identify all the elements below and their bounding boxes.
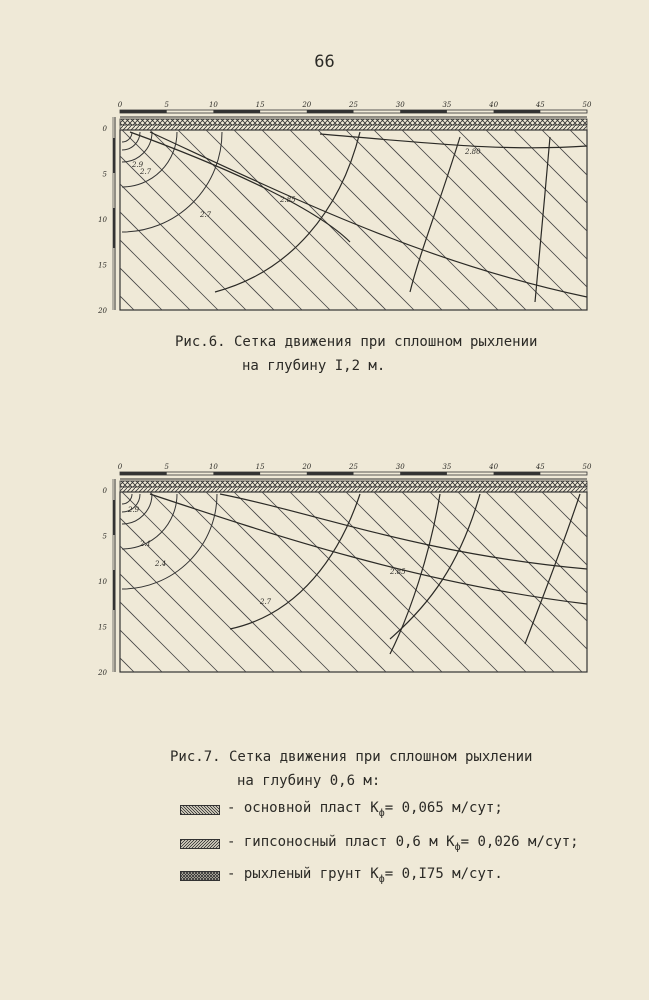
figure-6-caption-line2: на глубину I,2 м. (242, 358, 386, 374)
figure-6-caption (175, 330, 537, 378)
equipotential-line (122, 494, 132, 504)
legend-swatch-cross (180, 871, 220, 881)
figure-7-caption-line2: на глубину 0,6 м: (237, 773, 381, 789)
x-tick-label: 25 (349, 463, 358, 471)
figure-6-svg (95, 98, 595, 320)
isoline-label: 2.85 (280, 196, 296, 204)
legend-swatch-slash (180, 839, 220, 849)
figure-6-caption-line1: Рис.6. Сетка движения при сплошном рыхлении (175, 334, 538, 350)
hatch-line (122, 130, 302, 310)
y-axis-segment (113, 208, 115, 248)
y-tick-label: 0 (102, 125, 107, 133)
flow-line (390, 494, 480, 639)
figure-7-caption (170, 745, 532, 793)
x-tick-label: 25 (349, 101, 358, 109)
legend-text-loosened-soil: - рыхленый грунт К (227, 866, 379, 882)
y-tick-label: 5 (102, 532, 107, 541)
isoline-label: 2.9 (132, 161, 144, 169)
main-layer-hatching (95, 130, 595, 310)
scale-segment (213, 472, 260, 475)
y-tick-label: 15 (98, 623, 107, 632)
legend-rest-gypsum-layer: = 0,026 м/сут; (460, 834, 579, 850)
x-tick-label: 35 (442, 463, 452, 471)
x-tick-label: 5 (164, 101, 169, 109)
hatch-line (318, 492, 498, 672)
legend-text-gypsum-layer: - гипсоносный пласт 0,6 м К (227, 834, 455, 850)
legend-swatch-backslash (180, 805, 220, 815)
scale-segment (307, 472, 354, 475)
x-tick-label: 30 (395, 463, 405, 471)
loosened-soil-layer (120, 119, 587, 125)
y-tick-label: 20 (98, 669, 107, 677)
x-tick-label: 20 (302, 463, 312, 471)
isoline-label: 2.80 (465, 148, 481, 156)
hatch-line (206, 130, 386, 310)
equipotential-line (122, 132, 132, 142)
flow-line (410, 137, 460, 292)
loosened-soil-layer (120, 481, 587, 487)
legend-sub-gypsum-layer: ф (454, 841, 461, 853)
hatch-line (346, 492, 526, 672)
hatch-line (234, 130, 414, 310)
hatch-line (206, 492, 386, 672)
hatch-line (402, 130, 582, 310)
main-layer-frame (120, 492, 587, 672)
scale-segment (120, 110, 167, 113)
x-tick-label: 45 (535, 463, 545, 471)
isoline-label: 2.85 (390, 568, 406, 576)
x-tick-label: 0 (117, 101, 123, 109)
hatch-line (290, 492, 470, 672)
legend-rest-main-layer: = 0,065 м/сут; (384, 800, 503, 816)
hatch-line (95, 492, 246, 672)
y-tick-label: 5 (102, 170, 107, 179)
hatch-line (95, 130, 190, 310)
equipotential-line (122, 132, 152, 162)
x-tick-label: 50 (582, 101, 592, 109)
x-tick-label: 15 (255, 463, 265, 471)
legend-rest-loosened-soil: = 0,I75 м/сут. (384, 866, 503, 882)
page-number: 66 (314, 52, 335, 72)
scale-segment (400, 110, 447, 113)
scale-segment (213, 110, 260, 113)
y-axis-segment (113, 570, 115, 610)
y-tick-label: 10 (98, 578, 107, 586)
hatch-line (95, 492, 190, 672)
hatch-line (346, 130, 526, 310)
x-tick-label: 0 (117, 463, 123, 471)
hatch-line (374, 492, 554, 672)
isoline-label: 2.9 (128, 506, 140, 514)
figure-7-caption-line1: Рис.7. Сетка движения при сплошном рыхлении (170, 749, 533, 765)
hatch-line (95, 492, 274, 672)
flow-line (525, 494, 580, 644)
isoline-label: 2.1 (140, 540, 152, 548)
hatch-line (150, 492, 330, 672)
figure-7-flow-net (95, 460, 595, 682)
gypsum-layer (120, 125, 587, 130)
figure-6-flow-net (95, 98, 595, 320)
isoline-label: 2.7 (200, 211, 212, 219)
y-tick-label: 15 (98, 261, 107, 270)
isoline-label: 2.7 (140, 168, 152, 176)
x-tick-label: 35 (442, 101, 452, 109)
x-tick-label: 20 (302, 101, 312, 109)
x-tick-label: 45 (535, 101, 545, 109)
scale-segment (307, 110, 354, 113)
isoline-label: 2.4 (155, 560, 167, 568)
hatch-line (262, 492, 442, 672)
y-tick-label: 0 (102, 487, 107, 495)
flow-line (320, 134, 587, 148)
scale-segment (400, 472, 447, 475)
x-tick-label: 10 (208, 101, 218, 109)
hatch-line (122, 492, 302, 672)
y-tick-label: 10 (98, 216, 107, 224)
x-tick-label: 40 (489, 101, 499, 109)
isoline-label: 2.7 (260, 598, 272, 606)
flow-line (150, 132, 587, 297)
hatch-line (290, 130, 470, 310)
x-tick-label: 40 (489, 463, 499, 471)
x-tick-label: 5 (164, 463, 169, 471)
legend-text-main-layer: - основной пласт К (227, 800, 379, 816)
gypsum-layer (120, 487, 587, 492)
x-tick-label: 10 (208, 463, 218, 471)
x-tick-label: 15 (255, 101, 265, 109)
hatch-line (402, 492, 582, 672)
legend-sub-main-layer: ф (378, 807, 385, 819)
x-tick-label: 50 (582, 463, 592, 471)
main-layer-frame (120, 130, 587, 310)
scale-segment (494, 472, 541, 475)
y-axis-segment (113, 500, 115, 535)
hatch-line (178, 492, 358, 672)
scale-segment (120, 472, 167, 475)
scale-segment (494, 110, 541, 113)
hatch-line (95, 130, 274, 310)
legend-sub-loosened-soil: ф (378, 873, 385, 885)
y-axis-segment (113, 138, 115, 173)
x-tick-label: 30 (395, 101, 405, 109)
main-layer-hatching (95, 492, 595, 672)
figure-7-svg (95, 460, 595, 682)
flow-line (130, 132, 350, 242)
y-tick-label: 20 (98, 307, 107, 315)
